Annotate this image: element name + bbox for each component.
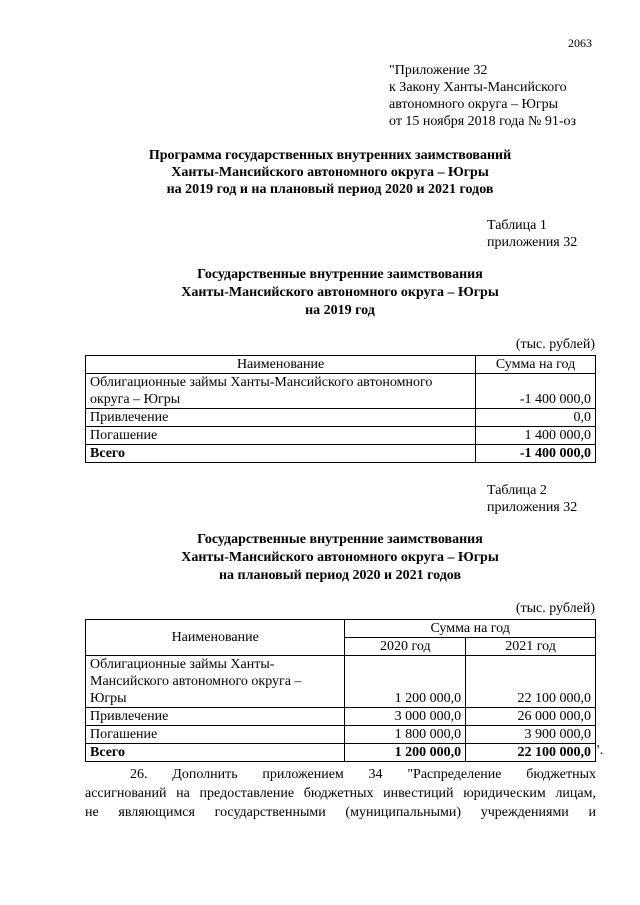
table1-units: (тыс. рублей) <box>515 337 595 352</box>
table1-label-line: приложения 32 <box>487 235 578 250</box>
table2-total-2021: 22 100 000,0 <box>466 744 596 762</box>
table2-row-2021: 22 100 000,0 <box>466 656 596 708</box>
row-name-line: Облигационные займы Ханты-Мансийского автономного <box>90 375 433 390</box>
table2-header-2020: 2020 год <box>345 638 466 656</box>
table-row <box>86 656 596 708</box>
table1-total-sum: -1 400 000,0 <box>476 445 596 463</box>
table-row <box>86 708 596 726</box>
table-row <box>86 726 596 744</box>
table1-total-name: Всего <box>86 445 476 463</box>
table2-title-line: Ханты-Мансийского автономного округа – Югры <box>181 550 499 565</box>
table2-label <box>487 482 577 516</box>
table2-total-2020: 1 200 000,0 <box>345 744 466 762</box>
table1-header-name: Наименование <box>86 356 476 374</box>
table1-header-sum: Сумма на год <box>476 356 596 374</box>
program-title-line: Ханты-Мансийского автономного округа – Югры <box>171 165 489 180</box>
appendix-ref-line: "Приложение 32 <box>389 63 488 78</box>
table2 <box>85 619 596 762</box>
appendix-reference <box>389 62 576 130</box>
table2-row-2021: 26 000 000,0 <box>466 708 596 726</box>
page-number: 2063 <box>568 36 592 50</box>
table-row <box>86 409 596 427</box>
paragraph-line: не являющимся государственными (муниципальными) учреждениями и <box>85 805 596 820</box>
appendix-ref-line: к Закону Ханты-Мансийского <box>389 80 567 95</box>
row-name-line: Югры <box>90 691 127 706</box>
table2-header-sum: Сумма на год <box>345 620 596 638</box>
paragraph-line: ассигнований на предоставление бюджетных инвестиций юридическим лицам, <box>85 786 596 801</box>
table1-total-row <box>86 445 596 463</box>
table2-row-name: Привлечение <box>86 708 345 726</box>
table2-row-2021: 3 900 000,0 <box>466 726 596 744</box>
table1-row-sum: -1 400 000,0 <box>476 374 596 409</box>
table1-header-row <box>86 356 596 374</box>
row-name-line: Мансийского автономного округа – <box>90 674 302 689</box>
table2-units: (тыс. рублей) <box>515 601 595 616</box>
table1 <box>85 355 596 463</box>
closing-quote-mark: ". <box>594 743 604 758</box>
table1-label <box>487 217 577 251</box>
table2-row-name: Погашение <box>86 726 345 744</box>
table2-header-row <box>86 620 596 638</box>
table2-label-line: приложения 32 <box>487 500 578 515</box>
table1-row-sum: 0,0 <box>476 409 596 427</box>
program-title-line: Программа государственных внутренних заимствований <box>148 148 512 163</box>
table2-header-name: Наименование <box>86 620 345 656</box>
table1-title-line: Ханты-Мансийского автономного округа – Югры <box>181 285 499 300</box>
table2-row-2020: 1 200 000,0 <box>345 656 466 708</box>
row-name-line: округа – Югры <box>90 392 181 407</box>
table1-row-name <box>86 374 476 409</box>
table1-title-line: Государственные внутренние заимствования <box>197 267 483 282</box>
table1-title <box>60 266 620 320</box>
program-title <box>60 147 600 198</box>
table2-title-line: на плановый период 2020 и 2021 годов <box>218 568 462 583</box>
appendix-ref-line: автономного округа – Югры <box>389 97 558 112</box>
table-row <box>86 427 596 445</box>
table2-label-line: Таблица 2 <box>487 483 547 498</box>
table2-row-2020: 3 000 000,0 <box>345 708 466 726</box>
table1-label-line: Таблица 1 <box>487 218 547 233</box>
table1-row-name: Погашение <box>86 427 476 445</box>
row-name-line: Облигационные займы Ханты- <box>90 657 275 672</box>
table2-row-2020: 1 800 000,0 <box>345 726 466 744</box>
table1-row-name: Привлечение <box>86 409 476 427</box>
table2-row-name <box>86 656 345 708</box>
table2-title <box>60 531 620 585</box>
table2-header-2021: 2021 год <box>466 638 596 656</box>
table2-total-row <box>86 744 596 762</box>
table-row <box>86 374 596 409</box>
table2-title-line: Государственные внутренние заимствования <box>197 532 483 547</box>
amendment-paragraph <box>85 765 596 822</box>
table1-row-sum: 1 400 000,0 <box>476 427 596 445</box>
table2-total-name: Всего <box>86 744 345 762</box>
paragraph-line: 26. Дополнить приложением 34 "Распределение бюджетных <box>130 767 596 782</box>
table1-title-line: на 2019 год <box>305 303 375 318</box>
appendix-ref-line: от 15 ноября 2018 года № 91-оз <box>389 114 577 129</box>
program-title-line: на 2019 год и на плановый период 2020 и 2021 годов <box>166 182 494 197</box>
